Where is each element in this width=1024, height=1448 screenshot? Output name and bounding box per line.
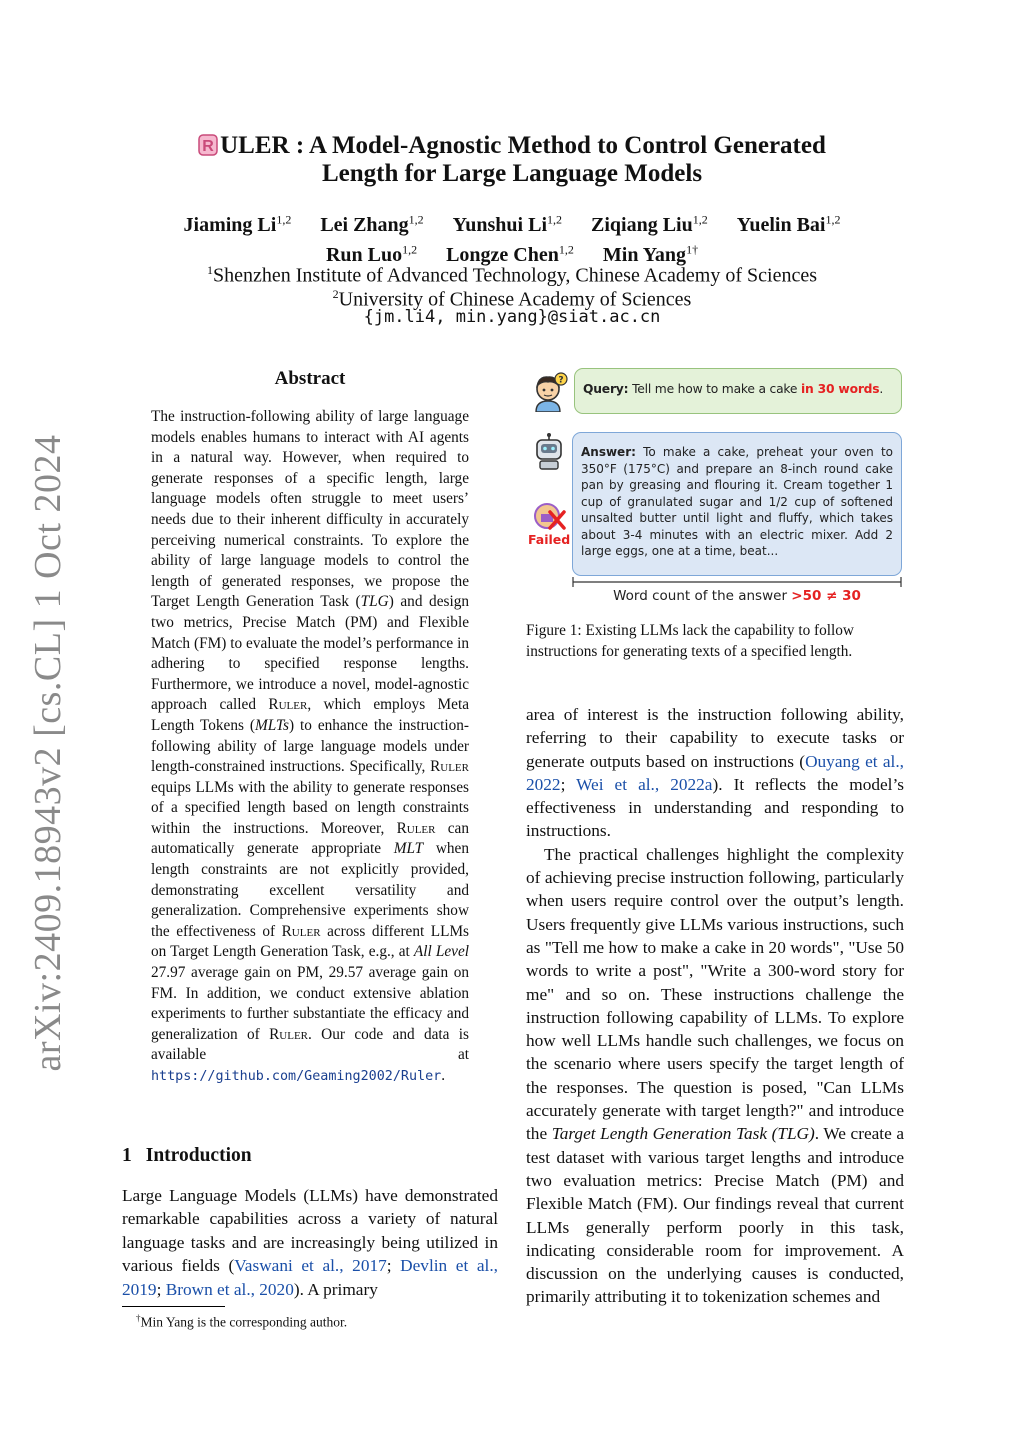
- author-row-1: [150, 207, 874, 238]
- failed-icon: [532, 502, 568, 534]
- author-email[interactable]: {jm.li4, min.yang}@siat.ac.cn: [363, 307, 661, 327]
- title-line-1: [150, 132, 874, 160]
- user-avatar-icon: [530, 372, 568, 412]
- author: Yuelin Bai$^{1,2}$: [736, 212, 841, 236]
- author: Run Luo$^{1,2}$: [325, 242, 418, 267]
- svg-text:?: ?: [558, 375, 564, 386]
- robot-avatar-icon: [530, 432, 568, 470]
- affiliation-1: $^1$Shenzhen Institute of Advanced Technology, Chinese Academy of Sciences: [207, 263, 817, 287]
- ruler-logo-icon: [198, 134, 218, 156]
- failed-label: Failed: [528, 532, 571, 547]
- answer-bubble: Answer: To make a cake, preheat your oven to 350°F (175°C) and prepare an 8-inch round cake pan by greasing and flouring it. Cream together 1 cup of granulated sugar and 1/2 cup of softened unsalted butter until light and fluffy, which takes about 3-4 minutes with an electric mixer. Add 2 large eggs, one at a time, beat...: [572, 432, 902, 576]
- author: Yunshui Li$^{1,2}$: [452, 212, 563, 236]
- code-link[interactable]: https://github.com/Geaming2002/Ruler: [151, 1069, 442, 1084]
- affiliation-2: $^2$University of Chinese Academy of Sciences: [332, 287, 692, 311]
- author: Ziqiang Liu$^{1,2}$: [591, 212, 708, 236]
- right-column-text: [526, 703, 904, 1309]
- author: Jiaming Li$^{1,2}$: [183, 212, 292, 236]
- author: Min Yang$^{1\dagger}$: [602, 242, 699, 267]
- query-bubble: Query: Tell me how to make a cake in 30 words.: [574, 368, 902, 414]
- svg-text:R: R: [202, 138, 214, 155]
- author: Longze Chen$^{1,2}$: [446, 242, 574, 267]
- title-rest: : A Model-Agnostic Method to Control Generated: [289, 132, 826, 159]
- abstract-heading: Abstract: [274, 368, 346, 389]
- section-heading: 1 Introduction: [122, 1145, 252, 1166]
- intro-paragraph: Large Language Models (LLMs) have demonstrated remarkable capabilities across a variety of natural language tasks and are increasingly being utilized in various fields (Vaswani et al., 2017; Devlin et al., 2019; Brown et al., 2020). A primary: [122, 1186, 498, 1299]
- arxiv-identifier: arXiv:2409.18943v2 [cs.CL] 1 Oct 2024: [27, 434, 69, 1072]
- footnote: †Min Yang is the corresponding author.: [136, 1313, 348, 1330]
- citation-link[interactable]: Brown et al., 2020: [165, 1279, 294, 1299]
- abstract-body: The instruction-following ability of large language models enables humans to interact with AI agents in a natural way. However, when required to generate responses of a specific length, large language models often struggle to meet users’ needs due to their inherent difficulty in accurately perceiving numerical constraints. To explore the ability of large language models to control the length of generated responses, we propose the Target Length Generation Task (TLG) and design two metrics, Precise Match (PM) and Flexible Match (FM) to evaluate the model’s performance in adhering to specified response lengths. Furthermore, we introduce a novel, model-agnostic approach called Ruler, which employs Meta Length Tokens (MLTs) to enhance the instruction-following ability of large language models under length-constrained instructions. Specifically, Ruler equips LLMs with the ability to generate responses of a specified length based on length constraints within the instructions. Moreover, Ruler can automatically generate appropriate MLT when length constraints are not explicitly provided, demonstrating excellent versatility and generalization. Comprehensive experiments show the effectiveness of Ruler across different LLMs on Target Length Generation Task, e.g., at All Level 27.97 average gain on PM, 29.57 average gain on FM. In addition, we conduct extensive ablation experiments to further substantiate the efficacy and generalization of Ruler. Our code and data is available at https://github.com/Geaming2002/Ruler.: [151, 408, 470, 1084]
- arxiv-sidebar: [16, 434, 80, 1072]
- figure-caption: Figure 1: Existing LLMs lack the capability to follow instructions for generating texts of a specified length.: [526, 622, 854, 660]
- paragraph: The practical challenges highlight the complexity of achieving precise instruction following, particularly when users require control over the output’s length. Users frequently give LLMs various instructions, such as "Tell me how to make a cake in 20 words", "Use 50 words to write a post", "Write a 300-word story for me" and so on. These instructions challenge the instruction following capability of LLMs. To explore how well LLMs handle such challenges, we focus on the scenario where users specify the target length of the responses. The question is posed, "Can LLMs accurately generate with target length?" and introduce the Target Length Generation Task (TLG). We create a test dataset with various target lengths and introduce two evaluation metrics: Precise Match (PM) and Flexible Match (FM). Our findings reveal that current LLMs generally perform poorly in this task, indicating considerable room for improvement. A discussion on the underlying causes is conducted, primarily attributing it to tokenization schemes and: [526, 844, 904, 1307]
- footnote-rule: [122, 1306, 225, 1307]
- paragraph: area of interest is the instruction following ability, referring to their capability to execute tasks or generate outputs based on instructions (Ouyang et al., 2022; Wei et al., 2022a). It reflects the model’s effectiveness in understanding and responding to instructions.: [526, 705, 905, 841]
- citation-link[interactable]: Wei et al., 2022a: [576, 774, 713, 794]
- citation-link[interactable]: Devlin et al., 2019: [122, 1256, 498, 1299]
- title-line-2: Length for Large Language Models: [321, 160, 703, 187]
- word-count-label: Word count of the answer >50 ≠ 30: [613, 588, 861, 604]
- author: Lei Zhang$^{1,2}$: [320, 212, 424, 236]
- title-name: ULER: [220, 132, 290, 159]
- citation-link[interactable]: Ouyang et al., 2022: [526, 751, 905, 794]
- word-count-bracket: [572, 576, 902, 588]
- citation-link[interactable]: Vaswani et al., 2017: [234, 1256, 387, 1276]
- paper-title: [150, 132, 874, 188]
- figure-1: [526, 362, 906, 612]
